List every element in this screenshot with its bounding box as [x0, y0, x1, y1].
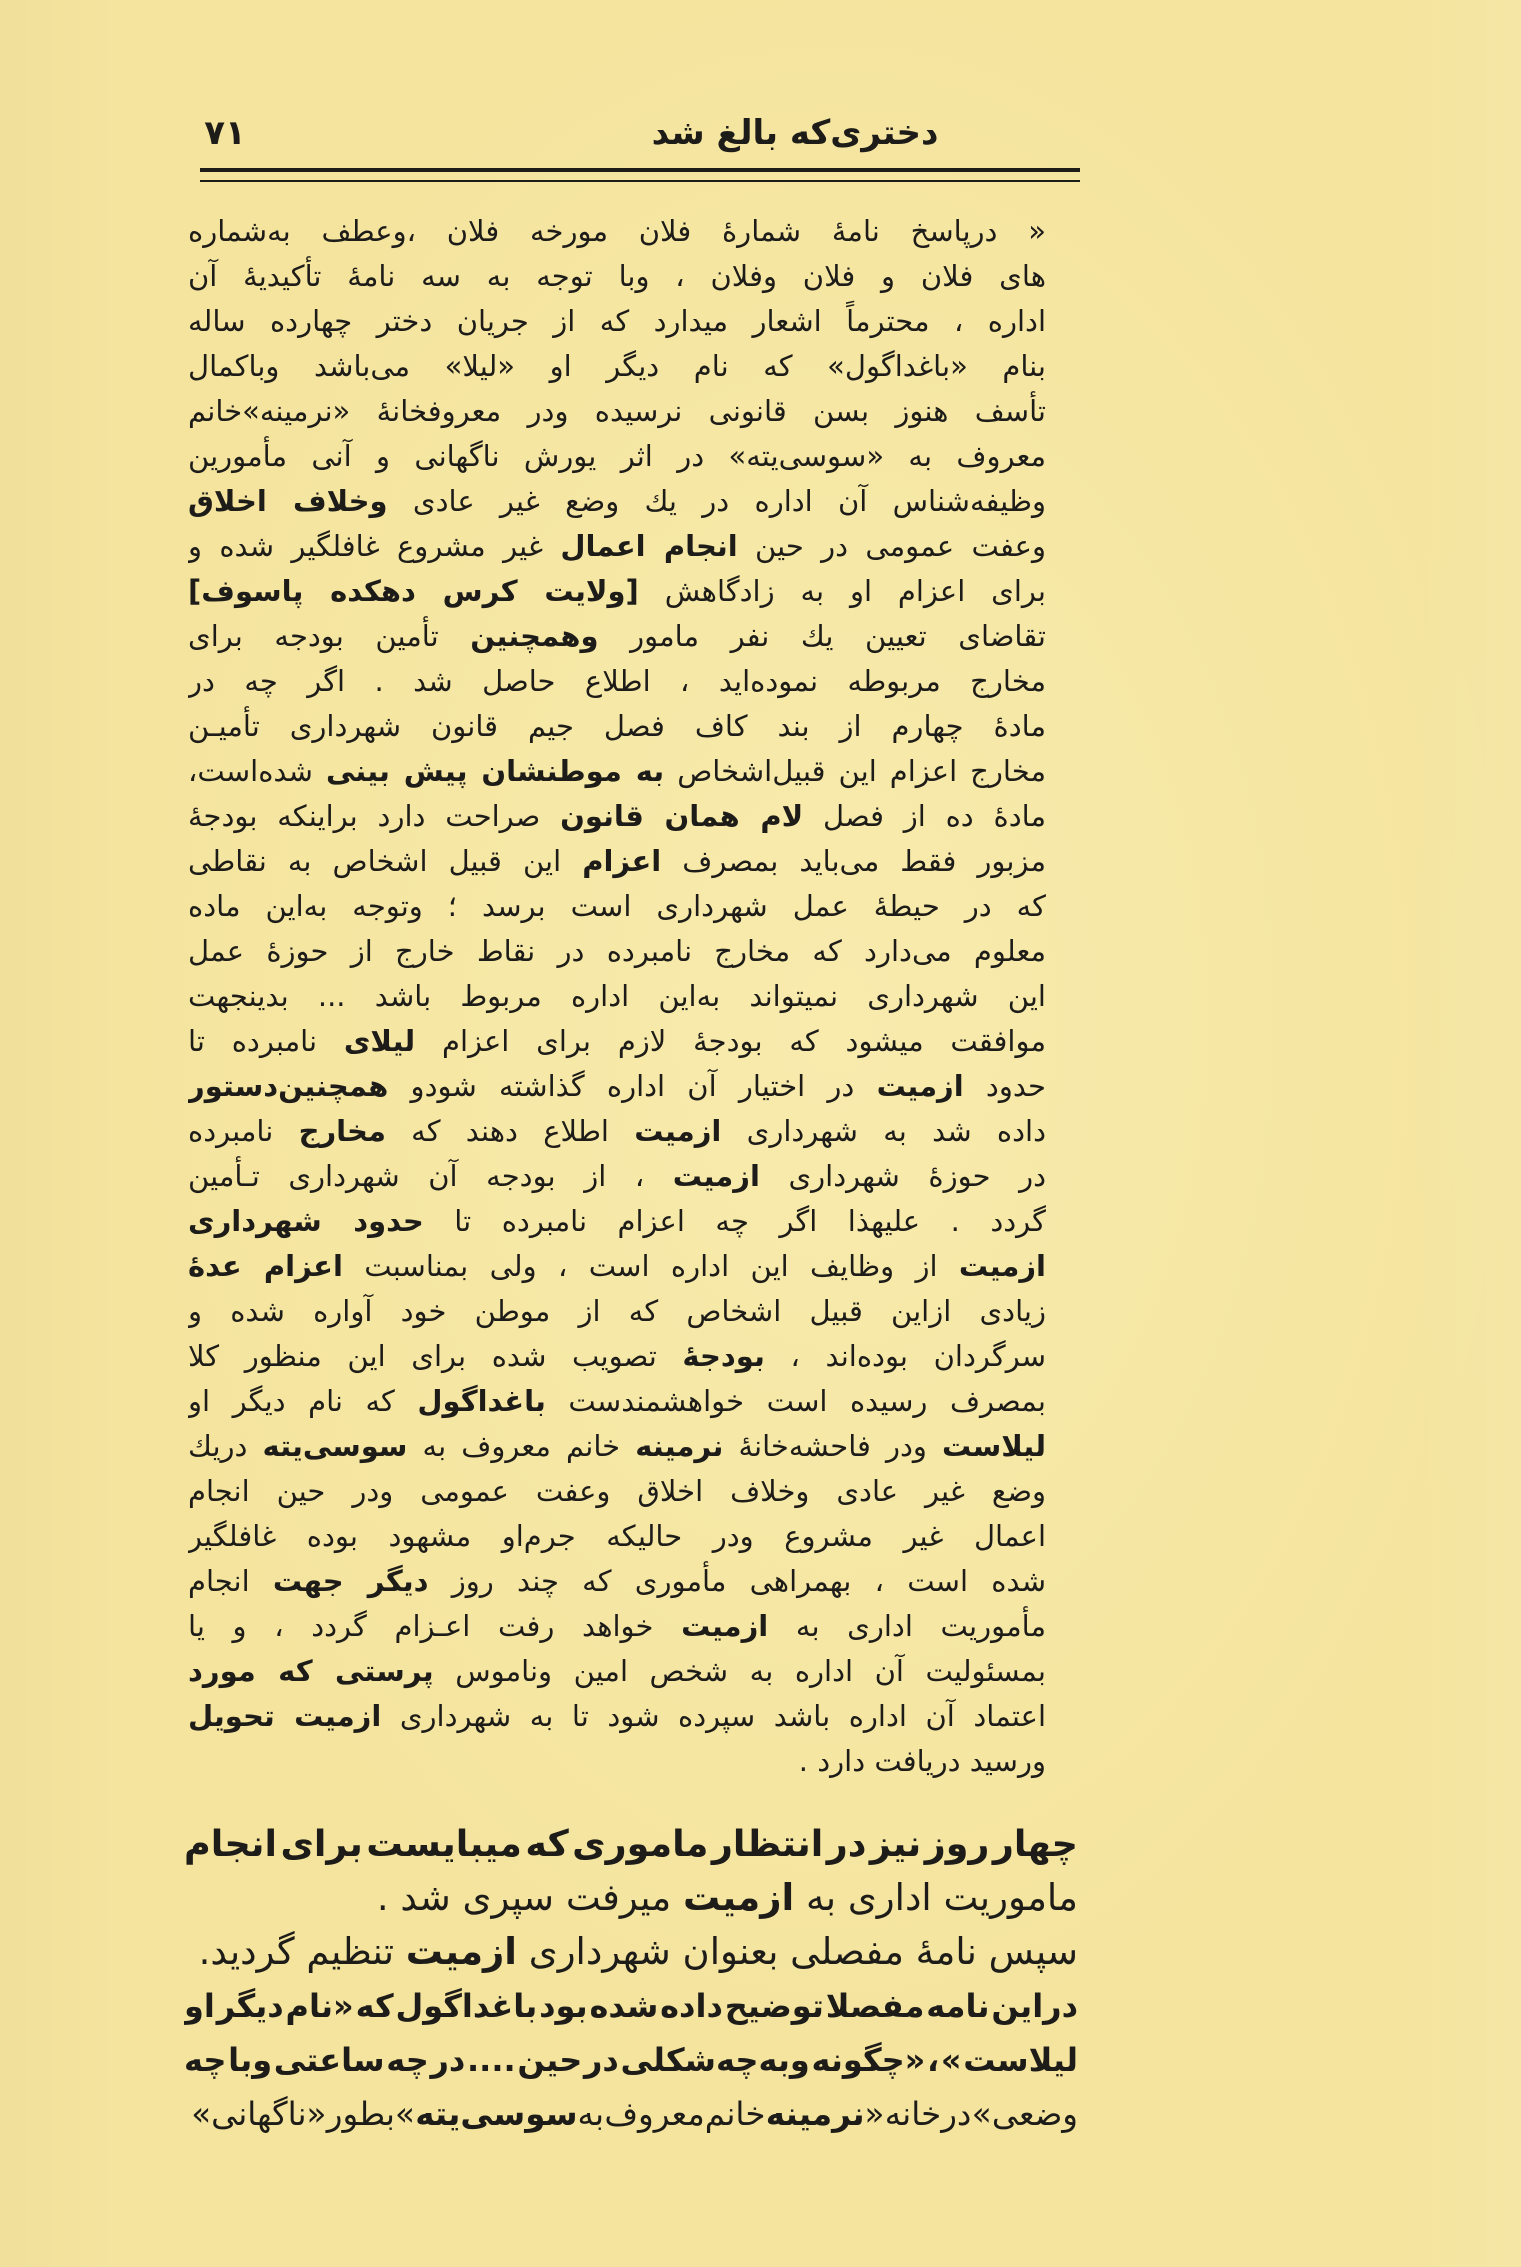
quoted-letter — [188, 209, 1046, 1784]
text-segment: که نام دیگر او — [188, 1384, 418, 1418]
bold-text-segment: همچنین‌دستور — [188, 1069, 389, 1103]
text-segment: خانم معروف به — [407, 1429, 636, 1463]
text-segment: اداره ، محترماً اشعار میدارد که از جریان دختر چهارده ساله — [188, 304, 1046, 338]
narrative-paragraph — [184, 1817, 1078, 1925]
text-segment: تصویب شده برای این منظور کلا — [188, 1339, 683, 1373]
narrative-paragraph — [184, 1979, 1078, 2141]
text-segment: ماموریت اداری به — [794, 1876, 1078, 1919]
letter-paragraph — [188, 209, 1046, 1784]
text-segment: موافقت میشود که بودجهٔ لازم برای اعزام — [415, 1024, 1046, 1058]
text-segment: « درپاسخ نامهٔ شمارهٔ فلان مورخه فلان ،وعطف به‌شماره — [188, 214, 1046, 248]
bold-text-segment: ازمیت — [672, 1159, 760, 1193]
text-segment: اطلاع دهند که — [385, 1114, 635, 1148]
text-segment: این قبیل اشخاص به نقاطی — [188, 844, 583, 878]
letter-line — [188, 1334, 1046, 1379]
text-segment: داده شد به شهرداری — [721, 1114, 1046, 1148]
letter-line — [188, 929, 1046, 974]
text-segment: »بطور «ناگهانی» — [191, 2095, 416, 2133]
text-segment: میرفت سپری شد . — [376, 1876, 684, 1919]
text-segment: تقاضای تعیین یك نفر مامور — [598, 619, 1046, 653]
letter-line — [188, 659, 1046, 704]
bold-text-segment: دراین نامه مفصلا توضیح داده شده بود باغداگول که «نام دیگر او — [184, 1987, 1078, 2025]
text-segment: زیادی ازاین قبیل اشخاص که از موطن خود آواره شده و — [188, 1294, 1046, 1328]
text-segment: ودر فاحشه‌خانهٔ — [723, 1429, 943, 1463]
header-rule-thick — [200, 168, 1080, 172]
letter-line — [188, 794, 1046, 839]
letter-line — [188, 1424, 1046, 1469]
text-segment: برای اعزام او به زادگاهش — [638, 574, 1046, 608]
narrative-line — [184, 1925, 1078, 1979]
bold-text-segment: لام همان قانون — [560, 799, 804, 833]
text-segment: شده است ، بهمراهی مأموری که چند روز — [428, 1564, 1046, 1598]
text-segment: سرگردان بوده‌اند ، — [764, 1339, 1046, 1373]
text-segment: نامبرده — [188, 1114, 299, 1148]
text-segment: مخارج اعزام این قبیل‌اشخاص — [664, 754, 1046, 788]
bold-text-segment: به موطنشان پیش بینی — [325, 754, 665, 788]
text-segment: بمصرف رسیده است خواهشمندست — [545, 1384, 1046, 1418]
text-segment: وضع غیر عادی وخلاف اخلاق وعفت عمومی ودر حین انجام — [188, 1474, 1046, 1508]
narrative-line — [184, 1979, 1078, 2033]
letter-line — [188, 1379, 1046, 1424]
letter-line — [188, 1019, 1046, 1064]
letter-line — [188, 1559, 1046, 1604]
bold-text-segment: وخلاف اخلاق — [188, 484, 388, 518]
letter-line — [188, 254, 1046, 299]
text-segment: مزبور فقط می‌باید بمصرف — [661, 844, 1046, 878]
letter-line — [188, 1154, 1046, 1199]
text-segment: مادهٔ چهارم از بند کاف فصل جیم قانون شهرداری تأمیـن — [188, 709, 1046, 743]
text-segment: صراحت دارد براینکه بودجهٔ — [188, 799, 561, 833]
letter-line — [188, 974, 1046, 1019]
bold-text-segment: ازمیت — [683, 1876, 795, 1919]
bold-text-segment: اعزام — [582, 844, 662, 878]
letter-line — [188, 299, 1046, 344]
text-segment: دریك — [188, 1429, 263, 1463]
text-segment: بنام «باغداگول» که نام دیگر او «لیلا» می‌باشد وباکمال — [188, 349, 1046, 383]
bold-text-segment: لیلاست — [942, 1429, 1046, 1463]
letter-line — [188, 1514, 1046, 1559]
bold-text-segment: نرمینه — [635, 1429, 724, 1463]
bold-text-segment: سوسی‌یته — [262, 1429, 408, 1463]
letter-line — [188, 1739, 1046, 1784]
bold-text-segment: باغداگول — [417, 1384, 546, 1418]
letter-line — [188, 479, 1046, 524]
text-segment: که در حیطهٔ عمل شهرداری است برسد ؛ وتوجه به‌این ماده — [188, 889, 1046, 923]
bold-text-segment: ازمیت — [405, 1930, 517, 1973]
text-segment: تنظیم گردید. — [198, 1930, 406, 1973]
bold-text-segment: ازمیت — [681, 1609, 769, 1643]
letter-line — [188, 1289, 1046, 1334]
text-segment: مأموریت اداری به — [768, 1609, 1046, 1643]
bold-text-segment: ازمیت — [634, 1114, 722, 1148]
letter-line — [188, 1649, 1046, 1694]
text-segment: انجام — [188, 1564, 273, 1598]
narrative-paragraph — [184, 1925, 1078, 1979]
text-segment: ورسید دریافت دارد . — [798, 1744, 1046, 1778]
bold-text-segment: ازمیت تحویل — [188, 1699, 382, 1733]
letter-line — [188, 434, 1046, 479]
bold-text-segment: دیگر جهت — [272, 1564, 429, 1598]
text-segment: نامبرده تا — [188, 1024, 344, 1058]
bold-text-segment: ازمیت — [876, 1069, 964, 1103]
text-segment: در حوزهٔ شهرداری — [759, 1159, 1046, 1193]
text-segment: در اختیار آن اداره گذاشته شودو — [388, 1069, 877, 1103]
text-segment: مادهٔ ده از فصل — [803, 799, 1046, 833]
bold-text-segment: وهمچنین — [470, 619, 599, 653]
text-segment: غیر مشروع غافلگیر شده و — [188, 529, 561, 563]
letter-line — [188, 569, 1046, 614]
narrative-text — [184, 1817, 1078, 2141]
bold-text-segment: پرستی که مورد — [188, 1654, 434, 1688]
letter-line — [188, 1109, 1046, 1154]
bold-text-segment: اعزام عدهٔ — [188, 1249, 343, 1283]
text-segment: وعفت عمومی در حین — [737, 529, 1046, 563]
bold-text-segment: لیلای — [343, 1024, 416, 1058]
letter-line — [188, 344, 1046, 389]
letter-line — [188, 389, 1046, 434]
letter-line — [188, 884, 1046, 929]
letter-line — [188, 704, 1046, 749]
text-segment: اعتماد آن اداره باشد سپرده شود تا به شهرداری — [381, 1699, 1046, 1733]
letter-line — [188, 749, 1046, 794]
letter-line — [188, 1604, 1046, 1649]
bold-text-segment: مخارج — [298, 1114, 386, 1148]
text-segment: این شهرداری نمیتواند به‌این اداره مربوط باشد ... بدینجهت — [188, 979, 1046, 1013]
text-segment: معروف به «سوسی‌یته» در اثر یورش ناگهانی و آنی مأمورین — [188, 439, 1046, 473]
text-segment: وظیفه‌شناس آن اداره در یك وضع غیر عادی — [387, 484, 1046, 518]
bold-text-segment: چهار روز نیز در انتظار ماموری که میبایست برای انجام — [184, 1822, 1078, 1865]
page-title: دختری‌که بالغ شد — [651, 113, 939, 153]
letter-line — [188, 614, 1046, 659]
letter-line — [188, 524, 1046, 569]
text-segment: از وظایف این اداره است ، ولی بمناسبت — [342, 1249, 959, 1283]
bold-text-segment: لیلاست » ، «چگونه وبه‌چه‌شکلی در حین .... در چه ساعتی وبا چه — [184, 2041, 1078, 2079]
narrative-line — [184, 1817, 1078, 1871]
bold-text-segment: [ولایت کرس دهکده پاسوف] — [188, 574, 639, 608]
text-segment: تأسف هنوز بسن قانونی نرسیده ودر معروفخانهٔ «نرمینه»خانم — [188, 394, 1046, 428]
header-rule-thin — [200, 180, 1080, 182]
text-segment: بمسئولیت آن اداره به شخص امین وناموس — [433, 1654, 1046, 1688]
bold-text-segment: بودجهٔ — [682, 1339, 765, 1373]
bold-text-segment: حدود شهرداری — [188, 1204, 424, 1238]
letter-line — [188, 1244, 1046, 1289]
text-segment: مخارج مربوطه نموده‌اید ، اطلاع حاصل شد . اگر چه در — [188, 664, 1046, 698]
text-segment: حدود — [963, 1069, 1046, 1103]
text-segment: سپس نامهٔ مفصلی بعنوان شهرداری — [516, 1930, 1078, 1973]
bold-text-segment: انجام اعمال — [560, 529, 738, 563]
text-segment: معلوم می‌دارد که مخارج نامبرده در نقاط خارج از حوزهٔ عمل — [188, 934, 1046, 968]
bold-text-segment: سوسی‌یته — [415, 2095, 578, 2133]
letter-line — [188, 839, 1046, 884]
bold-text-segment: ازمیت — [958, 1249, 1046, 1283]
page-number: ۷۱ — [204, 113, 246, 153]
text-segment: های فلان و فلان وفلان ، وبا توجه به سه نامهٔ تأکیدیهٔ آن — [188, 259, 1046, 293]
letter-line — [188, 1064, 1046, 1109]
bold-text-segment: نرمینه — [765, 2095, 865, 2133]
text-segment: اعمال غیر مشروع ودر حالیکه جرم‌او مشهود بوده غافلگیر — [188, 1519, 1046, 1553]
text-segment: گردد . علیهذا اگر چه اعزام نامبرده تا — [423, 1204, 1046, 1238]
narrative-line — [184, 2033, 1078, 2087]
letter-line — [188, 1199, 1046, 1244]
text-segment: تأمین بودجه برای — [188, 619, 471, 653]
letter-line — [188, 1694, 1046, 1739]
text-segment: ، از بودجه آن شهرداری تـأمین — [188, 1159, 673, 1193]
text-segment: وضعی » درخانه « — [864, 2095, 1078, 2133]
letter-line — [188, 1469, 1046, 1514]
text-segment: خواهد رفت اعـزام گردد ، و یا — [188, 1609, 682, 1643]
narrative-line — [184, 2087, 1078, 2141]
text-segment: خانم‌معروف به‌ — [577, 2095, 766, 2133]
letter-line — [188, 209, 1046, 254]
narrative-line — [184, 1871, 1078, 1925]
text-segment: شده‌است، — [188, 754, 326, 788]
